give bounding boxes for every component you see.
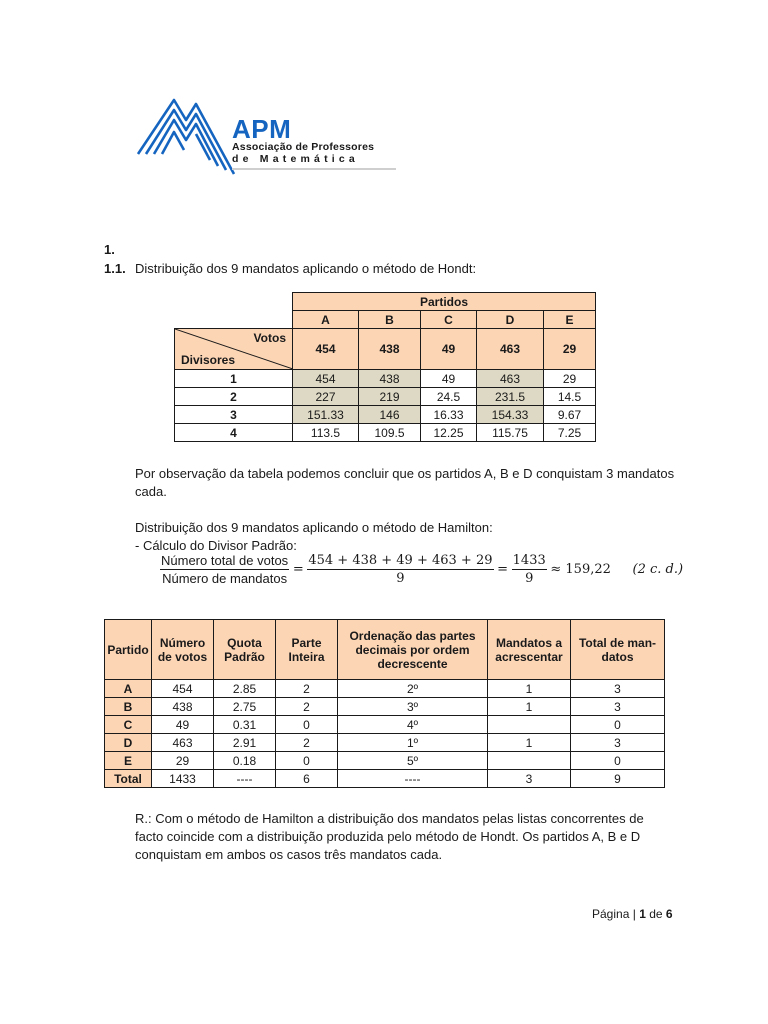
table-row bbox=[175, 424, 596, 442]
table-cell: 4º bbox=[338, 716, 488, 734]
table-row bbox=[105, 752, 665, 770]
logo-acronym: APM bbox=[232, 114, 292, 144]
table-cell: 2º bbox=[338, 680, 488, 698]
party-header: D bbox=[477, 311, 544, 329]
table-cell: 0 bbox=[276, 716, 338, 734]
table-cell: 3 bbox=[571, 698, 665, 716]
quotient-cell: 227 bbox=[293, 388, 359, 406]
table-cell: 6 bbox=[276, 770, 338, 788]
divisor-cell: 4 bbox=[175, 424, 293, 442]
table-cell: 1433 bbox=[152, 770, 214, 788]
table-cell: 2.75 bbox=[214, 698, 276, 716]
party-header: E bbox=[544, 311, 596, 329]
quotient-cell: 29 bbox=[544, 370, 596, 388]
table-cell: 1º bbox=[338, 734, 488, 752]
approx-value: ≈ 159,22 bbox=[550, 562, 611, 577]
quotient-cell: 454 bbox=[293, 370, 359, 388]
standard-divisor-formula bbox=[160, 553, 683, 586]
footer-total-pages: 6 bbox=[665, 907, 673, 921]
hondt-table bbox=[174, 292, 596, 442]
fraction-total: $\frac{1433}{9}$ bbox=[512, 553, 546, 586]
table-cell: 2.91 bbox=[214, 734, 276, 752]
footer-of: de bbox=[649, 907, 663, 921]
hamilton-title: Distribuição dos 9 mandatos aplicando o método de Hamilton: bbox=[135, 520, 493, 535]
divisor-cell: 2 bbox=[175, 388, 293, 406]
quotient-cell: 16.33 bbox=[421, 406, 477, 424]
table-cell: 3 bbox=[488, 770, 571, 788]
quotient-cell: 151.33 bbox=[293, 406, 359, 424]
table-cell: 0.31 bbox=[214, 716, 276, 734]
quotient-cell: 219 bbox=[359, 388, 421, 406]
votes-label: Votos bbox=[253, 331, 286, 345]
col-header: Mandatos a acrescentar bbox=[488, 620, 571, 680]
divisor-calc-title: - Cálculo do Divisor Padrão: bbox=[135, 538, 297, 553]
quotient-cell: 14.5 bbox=[544, 388, 596, 406]
total-label-cell: Total bbox=[105, 770, 152, 788]
table-cell: 2 bbox=[276, 698, 338, 716]
col-header: Partido bbox=[105, 620, 152, 680]
votes-divisors-corner bbox=[175, 329, 293, 370]
section-number: 1. bbox=[104, 242, 115, 257]
quotient-cell: 231.5 bbox=[477, 388, 544, 406]
table-cell: 2.85 bbox=[214, 680, 276, 698]
hamilton-table bbox=[104, 619, 665, 788]
equals-sign: = bbox=[497, 562, 509, 577]
table-cell: 463 bbox=[152, 734, 214, 752]
page-footer bbox=[592, 905, 673, 923]
fraction-words: $\frac{\text{Número total de votos}}{\text{Número de mandatos}}$ bbox=[161, 553, 289, 586]
table-cell: 1 bbox=[488, 734, 571, 752]
table-cell: 3º bbox=[338, 698, 488, 716]
table-cell: 0.18 bbox=[214, 752, 276, 770]
apm-logo bbox=[136, 92, 406, 182]
col-header: Ordenação das partes decimais por ordem decrescente bbox=[338, 620, 488, 680]
divisor-cell: 3 bbox=[175, 406, 293, 424]
table-cell: 0 bbox=[276, 752, 338, 770]
table-cell bbox=[488, 716, 571, 734]
table-cell: 49 bbox=[152, 716, 214, 734]
party-cell: D bbox=[105, 734, 152, 752]
col-header: Quota Padrão bbox=[214, 620, 276, 680]
table-cell: 2 bbox=[276, 734, 338, 752]
votes-cell: 29 bbox=[544, 329, 596, 370]
table-row bbox=[105, 680, 665, 698]
answer-text: R.: Com o método de Hamilton a distribuição dos mandatos pelas listas concorrentes de facto coincide com a distribuição produzida pelo método de Hondt. Os partidos A, B e D conquistam em ambos os casos três mandatos cada. bbox=[135, 811, 644, 862]
col-header: Total de man-datos bbox=[571, 620, 665, 680]
table-cell: 1 bbox=[488, 698, 571, 716]
fraction-sum: $\frac{454 + 438 + 49 + 463 + 29}{9}$ bbox=[308, 553, 493, 586]
table-cell: 9 bbox=[571, 770, 665, 788]
table-cell: 1 bbox=[488, 680, 571, 698]
subsection-number: 1.1. bbox=[104, 261, 126, 276]
party-header: C bbox=[421, 311, 477, 329]
quotient-cell: 49 bbox=[421, 370, 477, 388]
quotient-cell: 24.5 bbox=[421, 388, 477, 406]
footer-label: Página bbox=[592, 907, 630, 921]
table-cell: ---- bbox=[338, 770, 488, 788]
equals-sign: = bbox=[292, 562, 304, 577]
table-row bbox=[105, 734, 665, 752]
table-cell: ---- bbox=[214, 770, 276, 788]
table-row bbox=[175, 388, 596, 406]
table-row bbox=[175, 406, 596, 424]
col-header: Número de votos bbox=[152, 620, 214, 680]
quotient-cell: 146 bbox=[359, 406, 421, 424]
quotient-cell: 9.67 bbox=[544, 406, 596, 424]
party-cell: E bbox=[105, 752, 152, 770]
party-cell: A bbox=[105, 680, 152, 698]
observation-text: Por observação da tabela podemos concluir que os partidos A, B e D conquistam 3 mandatos cada. bbox=[135, 466, 675, 499]
table-cell: 3 bbox=[571, 680, 665, 698]
logo-line1: Associação de Professores bbox=[232, 141, 375, 153]
table-cell: 29 bbox=[152, 752, 214, 770]
footer-current-page: 1 bbox=[639, 907, 646, 921]
logo-line2: de Matemática bbox=[232, 153, 359, 165]
quotient-cell: 154.33 bbox=[477, 406, 544, 424]
party-header: A bbox=[293, 311, 359, 329]
parties-header: Partidos bbox=[293, 293, 596, 311]
votes-cell: 438 bbox=[359, 329, 421, 370]
party-cell: B bbox=[105, 698, 152, 716]
logo-underline bbox=[232, 168, 396, 170]
table-cell: 0 bbox=[571, 716, 665, 734]
table-cell bbox=[488, 752, 571, 770]
table-row bbox=[175, 370, 596, 388]
table-row bbox=[105, 716, 665, 734]
votes-cell: 454 bbox=[293, 329, 359, 370]
divisors-label: Divisores bbox=[181, 353, 236, 367]
footer-separator: | bbox=[632, 907, 636, 921]
table-cell: 438 bbox=[152, 698, 214, 716]
table-row bbox=[105, 770, 665, 788]
mountain-logo-icon bbox=[136, 92, 236, 182]
table-cell: 0 bbox=[571, 752, 665, 770]
party-cell: C bbox=[105, 716, 152, 734]
divisor-cell: 1 bbox=[175, 370, 293, 388]
quotient-cell: 115.75 bbox=[477, 424, 544, 442]
table-row bbox=[105, 698, 665, 716]
col-header: Parte Inteira bbox=[276, 620, 338, 680]
table-cell: 454 bbox=[152, 680, 214, 698]
decimal-places-note: (2 c. d.) bbox=[632, 562, 684, 577]
table-cell: 3 bbox=[571, 734, 665, 752]
table-cell: 2 bbox=[276, 680, 338, 698]
party-header: B bbox=[359, 311, 421, 329]
votes-cell: 463 bbox=[477, 329, 544, 370]
table-cell: 5º bbox=[338, 752, 488, 770]
subsection-title: Distribuição dos 9 mandatos aplicando o método de Hondt: bbox=[135, 261, 477, 276]
quotient-cell: 438 bbox=[359, 370, 421, 388]
quotient-cell: 463 bbox=[477, 370, 544, 388]
quotient-cell: 113.5 bbox=[293, 424, 359, 442]
quotient-cell: 7.25 bbox=[544, 424, 596, 442]
votes-cell: 49 bbox=[421, 329, 477, 370]
quotient-cell: 12.25 bbox=[421, 424, 477, 442]
quotient-cell: 109.5 bbox=[359, 424, 421, 442]
